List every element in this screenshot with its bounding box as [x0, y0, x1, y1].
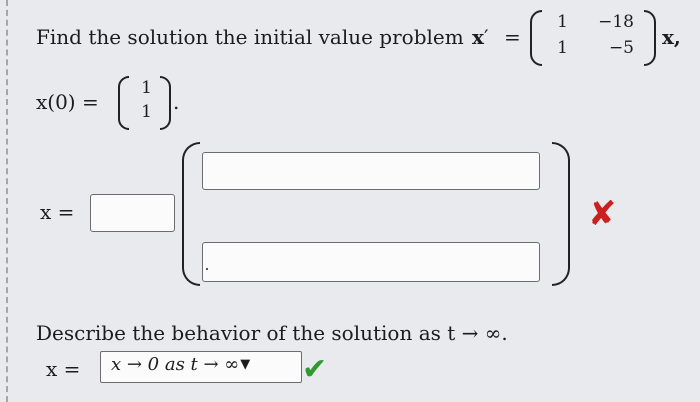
behavior-selected-value: x → 0 as t → ∞ — [111, 354, 240, 375]
equals-sign: = — [504, 25, 521, 49]
matrix-a21: 1 — [557, 38, 568, 58]
initial-period: . — [173, 90, 180, 114]
initial-label: x(0) = — [36, 90, 99, 114]
initial-left-paren — [118, 76, 129, 130]
problem-suffix: x, — [662, 25, 681, 49]
correct-check-icon: ✔ — [302, 352, 328, 387]
behavior-label: x = — [46, 357, 81, 381]
chevron-down-icon: ▼ — [240, 357, 251, 372]
matrix-left-paren — [530, 10, 542, 66]
x-prime-symbol: x′ — [472, 25, 489, 49]
incorrect-cross-icon: ✘ — [588, 194, 617, 234]
problem-prefix: Find the solution the initial value problem — [36, 25, 464, 49]
solution-right-paren — [552, 142, 570, 286]
matrix-a11: 1 — [557, 12, 568, 32]
scalar-answer-input[interactable] — [90, 194, 175, 232]
solution-label: x = — [40, 200, 75, 224]
vector-answer-input-bottom[interactable] — [202, 242, 540, 282]
behavior-select[interactable] — [100, 351, 302, 383]
initial-v1: 1 — [141, 78, 152, 98]
page-edge — [6, 0, 9, 402]
solution-left-paren — [182, 142, 200, 286]
initial-v2: 1 — [141, 102, 152, 122]
matrix-a22: −5 — [608, 38, 634, 58]
matrix-a12: −18 — [598, 12, 634, 32]
text-cursor — [206, 268, 208, 270]
initial-right-paren — [160, 76, 171, 130]
behavior-prompt: Describe the behavior of the solution as t → ∞. — [36, 321, 508, 345]
vector-answer-input-top[interactable] — [202, 152, 540, 190]
matrix-right-paren — [644, 10, 656, 66]
